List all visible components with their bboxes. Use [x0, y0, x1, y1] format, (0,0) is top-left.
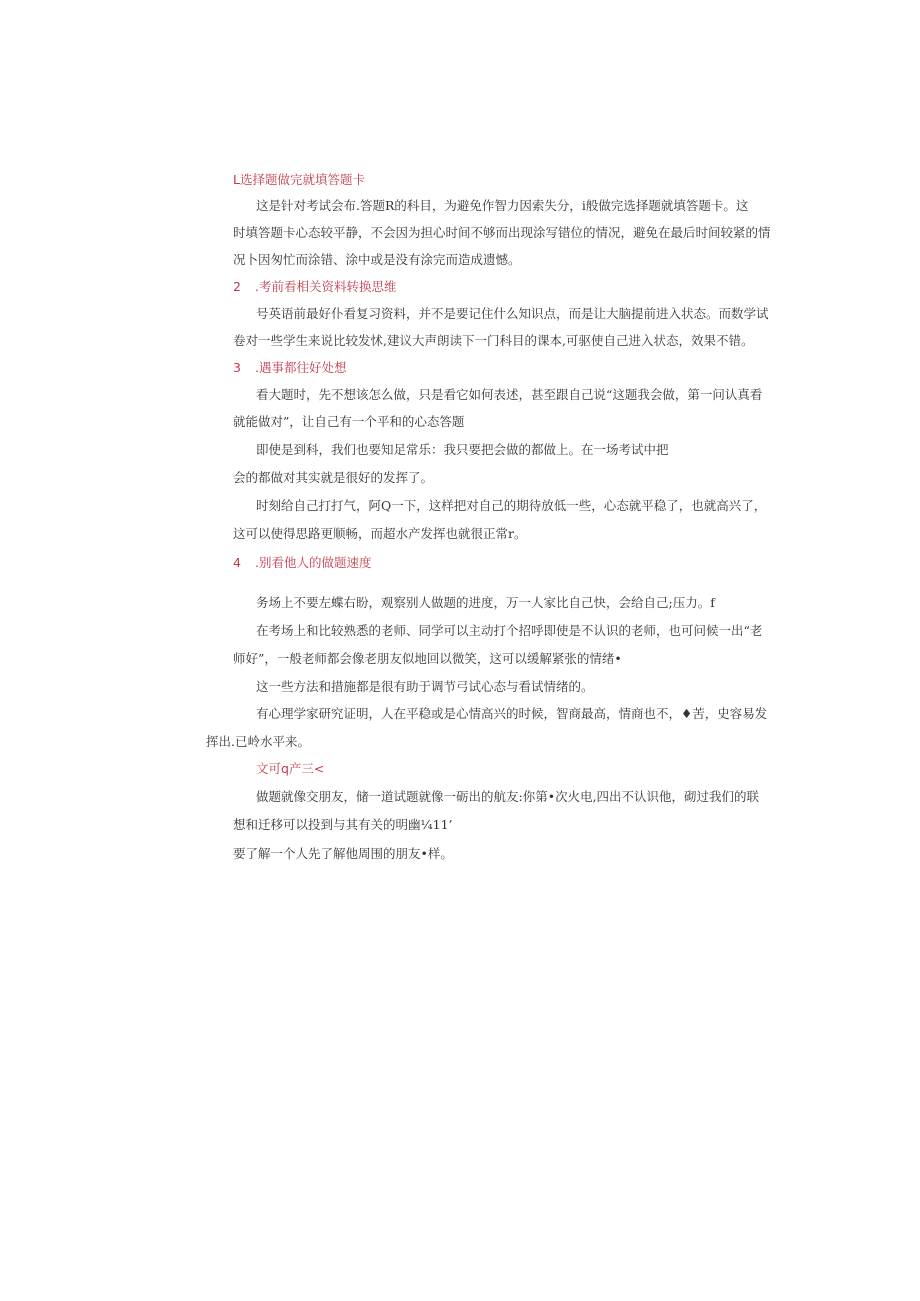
heading-title: .考前看相关资料转换思维 [255, 279, 397, 294]
heading-number: L [233, 172, 240, 187]
paragraph-line: 即使是到科，我们也要知足常乐：我只要把会做的都做上。在一场考试中把 [256, 442, 669, 457]
paragraph-line: 卷对一些学生来说比较发怵,建议大声朗读下一门科目的课本,可驱使自己进入状态，效果不错。 [233, 333, 754, 348]
paragraph-line: 这可以使得思路更顺畅，而超水产发挥也就很正常r。 [233, 526, 527, 541]
paragraph-line: 这是针对考试会布.答题R的科目，为避免作智力因索失分，i般做完选择题就填答题卡。这 [256, 198, 749, 213]
section-heading [256, 761, 324, 777]
paragraph-line: 号英语前最好仆看复习资料，并不是要记住什么知识点，而是让大脑提前进入状态。而数学试 [256, 306, 769, 321]
paragraph-line: 务场上不要左蝶右盼，观察别人做题的进度，万一人家比自己快，会给自己;压力。f [256, 595, 715, 610]
paragraph-line: 想和迁移可以投到与其有关的明幽¼11’ [233, 817, 453, 832]
paragraph-line: 看大题时，先不想该怎么做，只是看它如何表述，甚至跟自己说“这题我会做，第一问认真看 [256, 387, 763, 402]
section-heading [233, 555, 371, 571]
heading-title: .遇事都往好处想 [255, 360, 347, 375]
paragraph-line: 时填答题卡心态较平静，不会因为担心时间不够而出现涂写错位的情况，避免在最后时间较紧的情 [233, 225, 771, 240]
paragraph-line: 做题就像交朋友，储一道试题就像一砺出的航友:你第•次火电,四出不认识他，砌过我们的联 [256, 789, 760, 804]
section-heading [233, 172, 365, 188]
paragraph-line: 挥出.已岭水平来。 [206, 734, 310, 749]
paragraph-line: 师好”，一般老师都会像老朋友似地回以微笑，这可以缓解紧张的情绪• [233, 651, 622, 666]
paragraph-line: 时刻给自己打打气，阿Q一下，这样把对自己的期待放低一些，心态就平稳了，也就高兴了， [256, 498, 767, 513]
heading-title: 选择题做完就填答题卡 [239, 172, 365, 187]
heading-title: .别看他人的做题速度 [255, 555, 372, 570]
section-heading [233, 279, 396, 295]
paragraph-line: 就能做对”，让自己有一个平和的心态答题 [233, 414, 465, 429]
heading-number: 2 [233, 279, 241, 294]
paragraph-line: 况卜因匆忙而涂错、涂中或是没有涂完而造成遗憾。 [233, 252, 521, 267]
paragraph-line: 在考场上和比较熟悉的老师、同学可以主动打个招呼即使是不认识的老师，也可问候一出“老 [256, 623, 763, 638]
paragraph-line: 这一些方法和措施都是很有助于调节弓试心态与看试情绪的。 [256, 679, 594, 694]
heading-number: 3 [233, 360, 241, 375]
section-heading [233, 360, 346, 376]
paragraph-line: 有心理学家研究证明，人在平稳或是心情高兴的时候，智商最高，情商也不，♦苦，史容易发 [256, 706, 768, 721]
paragraph-line: 要了解一个人先了解他周围的朋友•样。 [233, 846, 453, 861]
heading-number: 4 [233, 555, 241, 570]
paragraph-line: 会的都做对其实就是很好的发挥了。 [233, 470, 434, 485]
heading-title: 文可q产三< [256, 761, 325, 776]
